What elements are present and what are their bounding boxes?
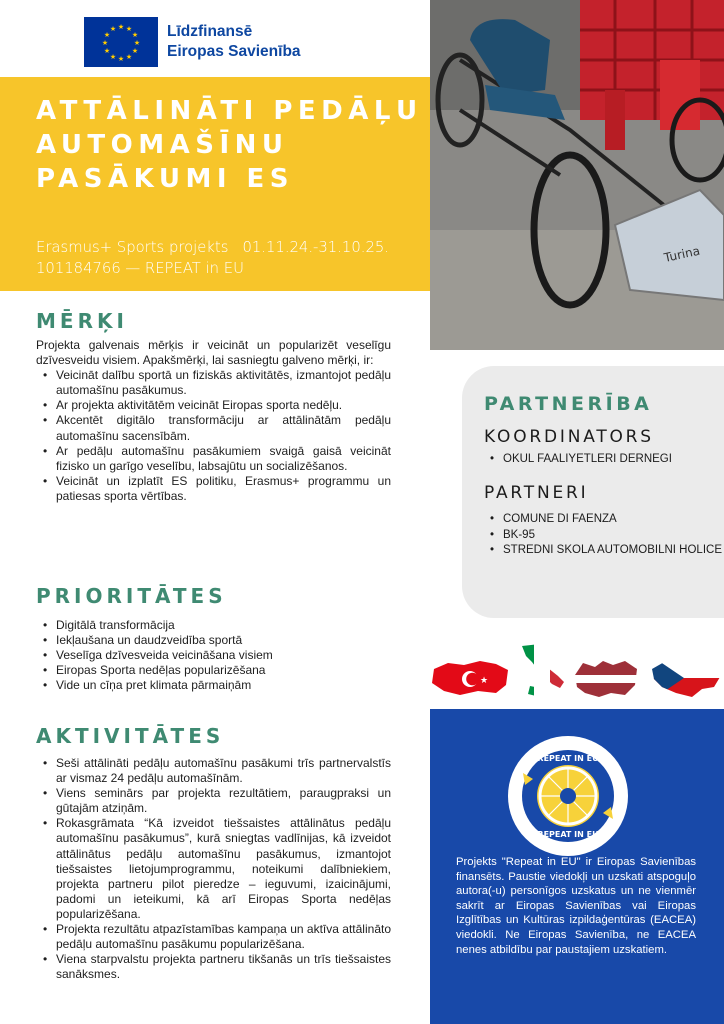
latvia-map-flag-icon [573,657,639,701]
partners-heading: PARTNERI [484,483,589,503]
partnership-heading: PARTNERĪBA [484,393,653,415]
partner-item: • STREDNI SKOLA AUTOMOBILNI HOLICE [484,543,722,559]
svg-text:★: ★ [103,31,111,39]
activities-section [36,756,391,982]
goals-intro: Projekta galvenais mērķis ir veicināt un popularizēt veselīgu dzīvesveidu visiem. Apakšmērķi, lai sasniegtu galveno mērķi, ir: [36,338,391,368]
pedal-car-photo [430,0,724,350]
list-item: • Veicināt un izplatīt ES politiku, Erasmus+ programmu un patiesas sporta vērtības. [36,474,391,504]
svg-text:★: ★ [125,25,133,33]
coordinator-list [484,452,672,468]
svg-text:★: ★ [131,47,139,55]
svg-text:★: ★ [117,23,125,31]
list-item: • Akcentēt digitālo transformāciju ar attālinātām pedāļu automašīnu sacensībām. [36,413,391,443]
project-subtitle [36,237,428,279]
list-item: • Projekta rezultātu atpazīstamības kampaņa un aktīva attālināto pedāļu automašīnu pasākumu popularizēšana. [36,922,391,952]
priorities-list [36,618,391,693]
activities-list [36,756,391,982]
list-item: • Eiropas Sporta nedēļas popularizēšana [36,663,391,678]
partnership-panel [462,366,724,618]
priorities-section [36,618,391,693]
eu-flag-icon [84,17,158,67]
svg-text:★: ★ [133,39,141,47]
repeat-logo-top-text: REPEAT IN EU [537,754,599,763]
repeat-in-eu-logo [505,733,631,859]
list-item: • Seši attālināti pedāļu automašīnu pasākumi trīs partnervalstīs ar vismaz 24 pedāļu automašīnām. [36,756,391,786]
coordinator-item: • OKUL FAALIYETLERI DERNEGI [484,452,672,468]
coordinator-heading: KOORDINATORS [484,427,654,447]
subtitle-project-id: 101184766 — REPEAT in EU [36,260,244,277]
list-item: • Iekļaušana un daudzveidība sportā [36,633,391,648]
disclaimer-text: Projekts "Repeat in EU" ir Eiropas Savienības finansēts. Paustie viedokļi un uzskati atspoguļo autora(-u) personīgos uzskatus un ne vienmēr sakrīt ar Eiropas Savienības vai Eiropas Izglītības un Kultūras izpildaģentūras (EACEA) viedokli. Ne Eiropas Savienība, ne EACEA nenes atbildību par paustajiem uzskatiem. [456,856,696,956]
priorities-heading: PRIORITĀTES [36,584,227,608]
italy-map-flag-icon [516,642,568,700]
list-item: • Rokasgrāmata “Kā izveidot tiešsaistes attālinātus pedāļu automašīnu pasākumus”, kurā sniegtas vadlīnijas, kā izveidot attālinātus pedāļu automašīnu pasākumus, izmantojot tiešsaistes lietojumprogrammu, noteikumi dalībniekiem, projekta partneru pilot pieredze – ieguvumi, izaicinājumi, padomi un ieteikumi, kā arī Eiropas Sporta nedēļas popularizēšana. [36,816,391,922]
svg-text:★: ★ [109,25,117,33]
partners-list [484,512,722,559]
list-item: • Veselīga dzīvesveida veicināšana visiem [36,648,391,663]
list-item: • Viena starpvalstu projekta partneru tikšanās un trīs tiešsaistes sanāksmes. [36,952,391,982]
list-item: • Veicināt dalību sportā un fiziskās aktivitātēs, izmantojot pedāļu automašīnu pasākumus. [36,368,391,398]
svg-text:★: ★ [117,55,125,63]
eu-logo-line1: Līdzfinansē [167,23,253,40]
svg-text:★: ★ [125,53,133,61]
svg-text:★: ★ [109,53,117,61]
disclaimer-panel [430,709,724,1024]
eu-cofunded-logo [84,17,316,67]
list-item: • Ar projekta aktivitātēm veicināt Eiropas sporta nedēļu. [36,398,391,413]
turkey-map-flag-icon [430,655,510,705]
subtitle-program: Erasmus+ Sports projekts [36,239,229,256]
svg-text:★: ★ [480,676,489,686]
goals-list [36,368,391,504]
partner-item: • BK-95 [484,528,722,544]
repeat-logo-bottom-text: REPEAT IN EU [537,830,599,839]
czechia-map-flag-icon [650,655,722,701]
svg-text:★: ★ [131,31,139,39]
goals-section [36,338,391,504]
list-item: • Vide un cīņa pret klimata pārmaiņām [36,678,391,693]
hero-banner [0,77,430,291]
svg-text:★: ★ [103,47,111,55]
svg-text:★: ★ [101,39,109,47]
list-item: • Digitālā transformācija [36,618,391,633]
partner-item: • COMUNE DI FAENZA [484,512,722,528]
goals-heading: MĒRĶI [36,309,128,333]
subtitle-dates: 01.11.24.-31.10.25. [242,239,389,256]
eu-logo-line2: Eiropas Savienība [167,43,301,60]
svg-text:Turina: Turina [662,243,702,265]
activities-heading: AKTIVITĀTES [36,724,225,748]
page-title: ATTĀLINĀTI PEDĀĻU AUTOMAŠĪNU PASĀKUMI ES [36,96,423,194]
list-item: • Ar pedāļu automašīnu pasākumiem svaigā gaisā veicināt fizisko un garīgo veselību, labsajūtu un socializēšanos. [36,444,391,474]
list-item: • Viens seminārs par projekta rezultātiem, paraugpraksi un gūtajām atziņām. [36,786,391,816]
